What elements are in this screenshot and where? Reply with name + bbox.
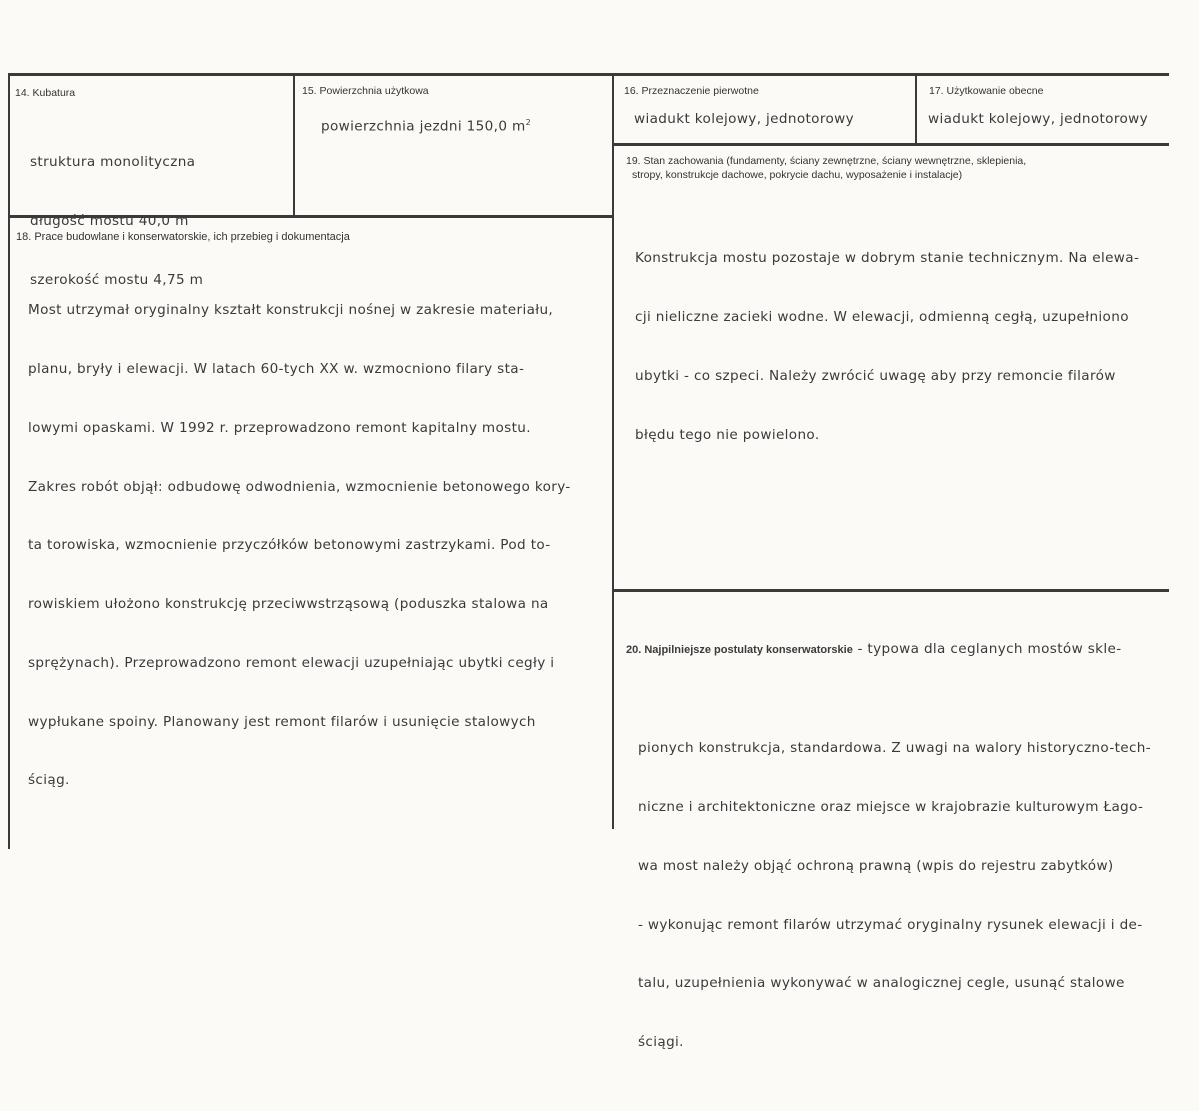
divider-16-17: [915, 73, 917, 145]
field-16-value: wiadukt kolejowy, jednotorowy: [634, 111, 855, 127]
text-line: - typowa dla ceglanych mostów skle-: [852, 641, 1122, 658]
text-line: szerokość mostu 4,75 m: [30, 271, 204, 288]
field-18-value: [28, 262, 571, 811]
text-line: sprężynach). Przeprowadzono remont elewacji uzupełniając ubytki cegły i: [28, 654, 555, 671]
label-line: 19. Stan zachowania (fundamenty, ściany zewnętrzne, ściany wewnętrzne, sklepienia,: [626, 155, 1027, 167]
top-rule: [8, 73, 1169, 76]
rule-under-16-17: [612, 143, 1169, 146]
field-20: [626, 601, 1151, 1111]
text-line: wypłukane spoiny. Planowany jest remont filarów i usunięcie stalowych: [28, 713, 536, 730]
text-line: wa most należy objąć ochroną prawną (wpis do rejestru zabytków): [638, 857, 1114, 874]
text-line: [626, 640, 1151, 661]
field-15-label: 15. Powierzchnia użytkowa: [302, 85, 429, 97]
text-line: niczne i architektoniczne oraz miejsce w krajobrazie kulturowym Łago-: [638, 798, 1144, 815]
field-19-value: [635, 210, 1139, 465]
text-line: - wykonując remont filarów utrzymać oryginalny rysunek elewacji i de-: [638, 916, 1143, 933]
text-line: ściąg.: [28, 772, 70, 789]
text-line: pionych konstrukcja, standardowa. Z uwagi na walory historyczno-tech-: [638, 740, 1152, 757]
rule-above-20: [612, 589, 1169, 592]
field-18-label: 18. Prace budowlane i konserwatorskie, ich przebieg i dokumentacja: [16, 231, 350, 243]
field-17-value: wiadukt kolejowy, jednotorowy: [928, 111, 1149, 127]
text-line: powierzchnia jezdni 150,0 m: [321, 118, 526, 135]
text-line: cji nieliczne zacieki wodne. W elewacji, odmienną cegłą, uzupełniono: [635, 308, 1129, 325]
text-line: ubytki - co szpeci. Należy zwrócić uwagę aby przy remoncie filarów: [635, 367, 1116, 384]
text-line: błędu tego nie powielono.: [635, 426, 820, 443]
text-line: planu, bryły i elewacji. W latach 60-tych XX w. wzmocniono filary sta-: [28, 360, 525, 377]
text-line: Most utrzymał oryginalny kształt konstrukcji nośnej w zakresie materiału,: [28, 302, 554, 319]
text-line: struktura monolityczna: [30, 154, 196, 171]
text-line: talu, uzupełnienia wykonywać w analogicznej cegle, usunąć stalowe: [638, 975, 1125, 992]
text-line: długość mostu 40,0 m: [30, 212, 189, 229]
label-line: stropy, konstrukcje dachowe, pokrycie dachu, wyposażenie i instalacje): [632, 169, 963, 181]
field-20-label: 20. Najpilniejsze postulaty konserwatorskie: [626, 644, 853, 657]
divider-14-15: [293, 73, 295, 217]
field-16-label: 16. Przeznaczenie pierwotne: [624, 85, 759, 97]
left-rule: [8, 73, 10, 849]
center-divider: [612, 73, 614, 829]
text-line: ściągi.: [638, 1034, 684, 1051]
field-15-value: [321, 113, 531, 137]
text-line: rowiskiem ułożono konstrukcję przeciwwstrząsową (poduszka stalowa na: [28, 596, 549, 613]
text-line: Konstrukcja mostu pozostaje w dobrym stanie technicznym. Na elewa-: [635, 250, 1140, 267]
field-17-label: 17. Użytkowanie obecne: [929, 85, 1044, 97]
field-19-label: [626, 154, 1026, 182]
superscript: 2: [525, 118, 532, 127]
field-14-label: 14. Kubatura: [15, 87, 76, 99]
text-line: lowymi opaskami. W 1992 r. przeprowadzono remont kapitalny mostu.: [28, 419, 531, 436]
text-line: ta torowiska, wzmocnienie przyczółków betonowymi zastrzykami. Pod to-: [28, 537, 551, 554]
text-line: Zakres robót objął: odbudowę odwodnienia, wzmocnienie betonowego kory-: [28, 478, 571, 495]
